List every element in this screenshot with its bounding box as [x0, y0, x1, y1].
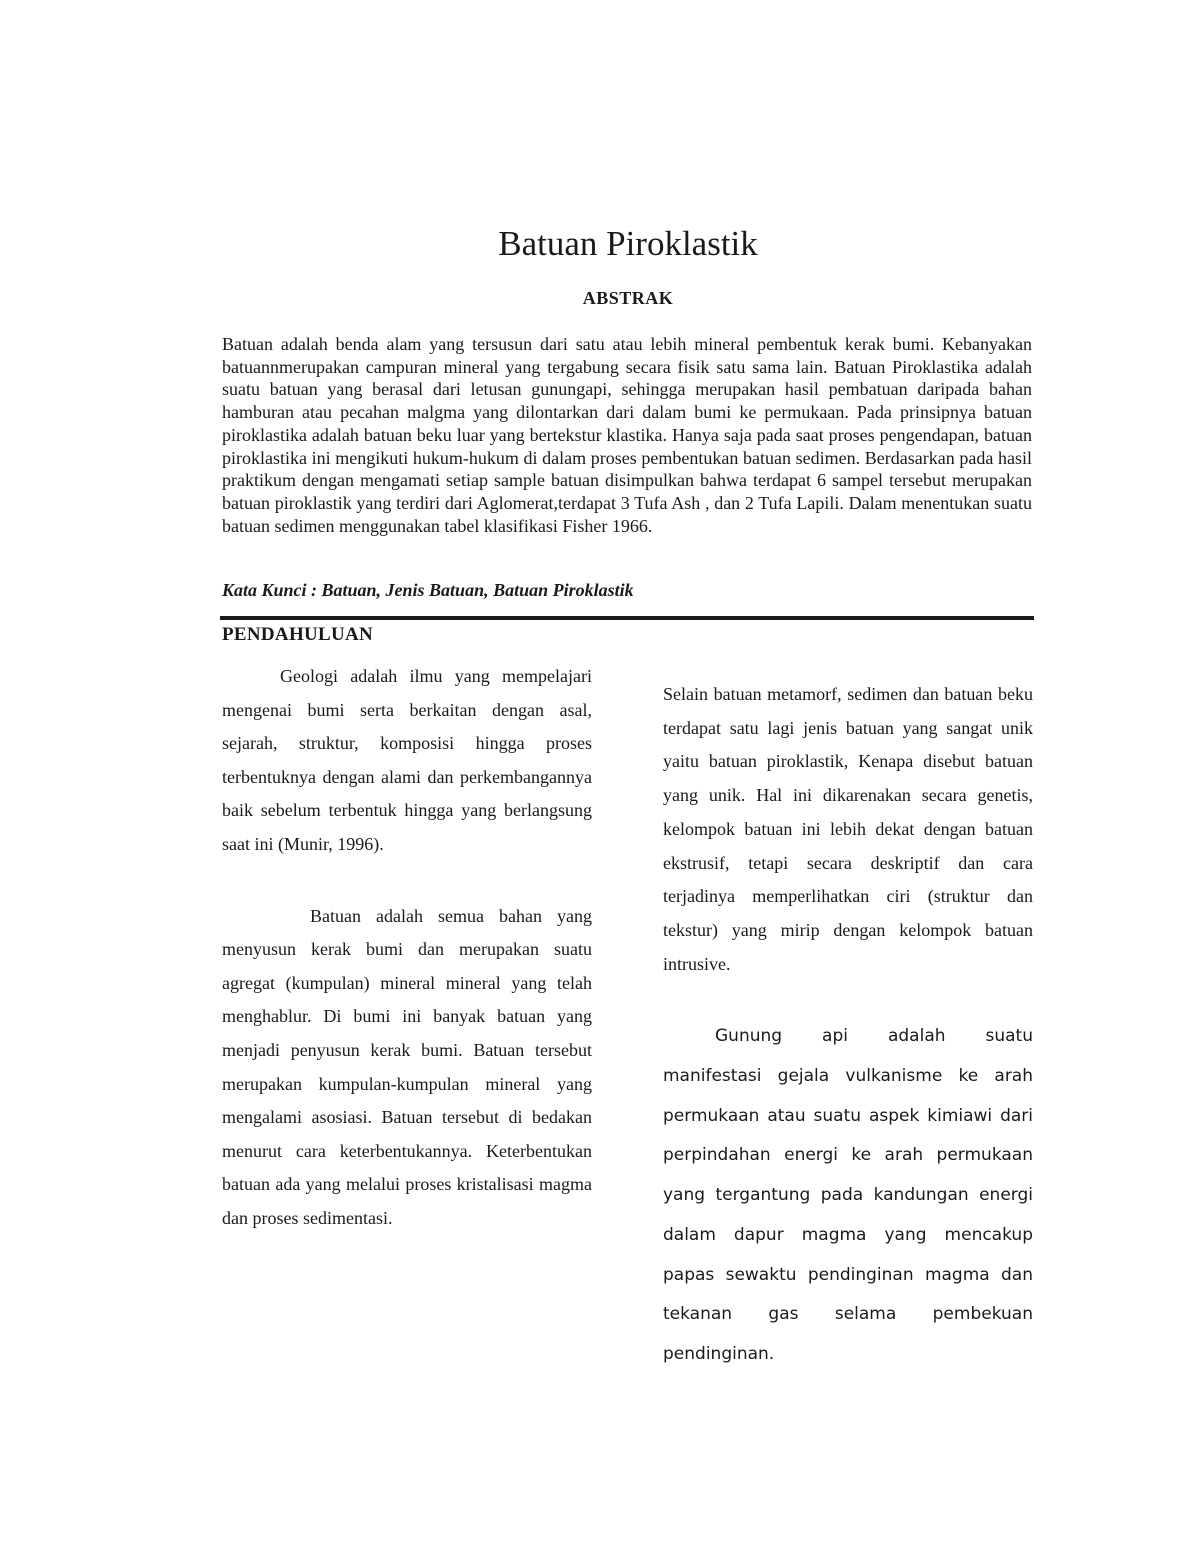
- abstract-heading: ABSTRAK: [582, 288, 674, 308]
- right-paragraph-1: Selain batuan metamorf, sedimen dan batuan beku terdapat satu lagi jenis batuan yang sangat unik yaitu batuan piroklastik, Kenapa disebut batuan yang unik. Hal ini dikarenakan secara genetis, kelompok batuan ini lebih dekat dengan batuan ekstrusif, tetapi secara deskriptif dan cara terjadinya memperlihatkan ciri (struktur dan tekstur) yang mirip dengan kelompok batuan intrusive.: [663, 684, 1033, 974]
- left-paragraph-1: Geologi adalah ilmu yang mempelajari mengenai bumi serta berkaitan dengan asal, sejarah, struktur, komposisi hingga proses terbentuknya dengan alami dan perkembangannya baik sebelum terbentuk hingga yang berlangsung saat ini (Munir, 1996).: [222, 666, 592, 854]
- section-divider: [220, 616, 1034, 620]
- right-paragraph-2: Gunung api adalah suatu manifestasi gejala vulkanisme ke arah permukaan atau suatu aspek kimiawi dari perpindahan energi ke arah permukaan yang tergantung pada kandungan energi dalam dapur magma yang mencakup papas sewaktu pendinginan magma dan tekanan gas selama pembekuan pendinginan.: [663, 1026, 1033, 1364]
- abstract-text: Batuan adalah benda alam yang tersusun dari satu atau lebih mineral pembentuk kerak bumi. Kebanyakan batuannmerupakan campuran mineral yang tergabung secara fisik satu sama lain. Batuan Piroklastika adalah suatu batuan yang berasal dari letusan gunungapi, sehingga merupakan hasil pembatuan daripada bahan hamburan atau pecahan malgma yang dilontarkan dari dalam bumi ke permukaan. Pada prinsipnya batuan piroklastika adalah batuan beku luar yang bertekstur klastika. Hanya saja pada saat proses pengendapan, batuan piroklastika ini mengikuti hukum-hukum di dalam proses pembentukan batuan sedimen. Berdasarkan pada hasil praktikum dengan mengamati setiap sample batuan disimpulkan bahwa terdapat 6 sampel tersebut merupakan batuan piroklastik yang terdiri dari Aglomerat,terdapat 3 Tufa Ash , dan 2 Tufa Lapili. Dalam menentukan suatu batuan sedimen menggunakan tabel klasifikasi Fisher 1966.: [222, 334, 1032, 536]
- document-title: Batuan Piroklastik: [498, 224, 758, 263]
- keywords: Kata Kunci : Batuan, Jenis Batuan, Batuan Piroklastik: [222, 580, 634, 600]
- right-column: [663, 678, 1033, 1375]
- section-heading-pendahuluan: PENDAHULUAN: [222, 624, 374, 645]
- left-column: [222, 660, 592, 1236]
- left-paragraph-2: Batuan adalah semua bahan yang menyusun kerak bumi dan merupakan suatu agregat (kumpulan) mineral mineral yang telah menghablur. Di bumi ini banyak batuan yang menjadi penyusun kerak bumi. Batuan tersebut merupakan kumpulan-kumpulan mineral yang mengalami asosiasi. Batuan tersebut di bedakan menurut cara keterbentukannya. Keterbentukan batuan ada yang melalui proses kristalisasi magma dan proses sedimentasi.: [222, 905, 592, 1228]
